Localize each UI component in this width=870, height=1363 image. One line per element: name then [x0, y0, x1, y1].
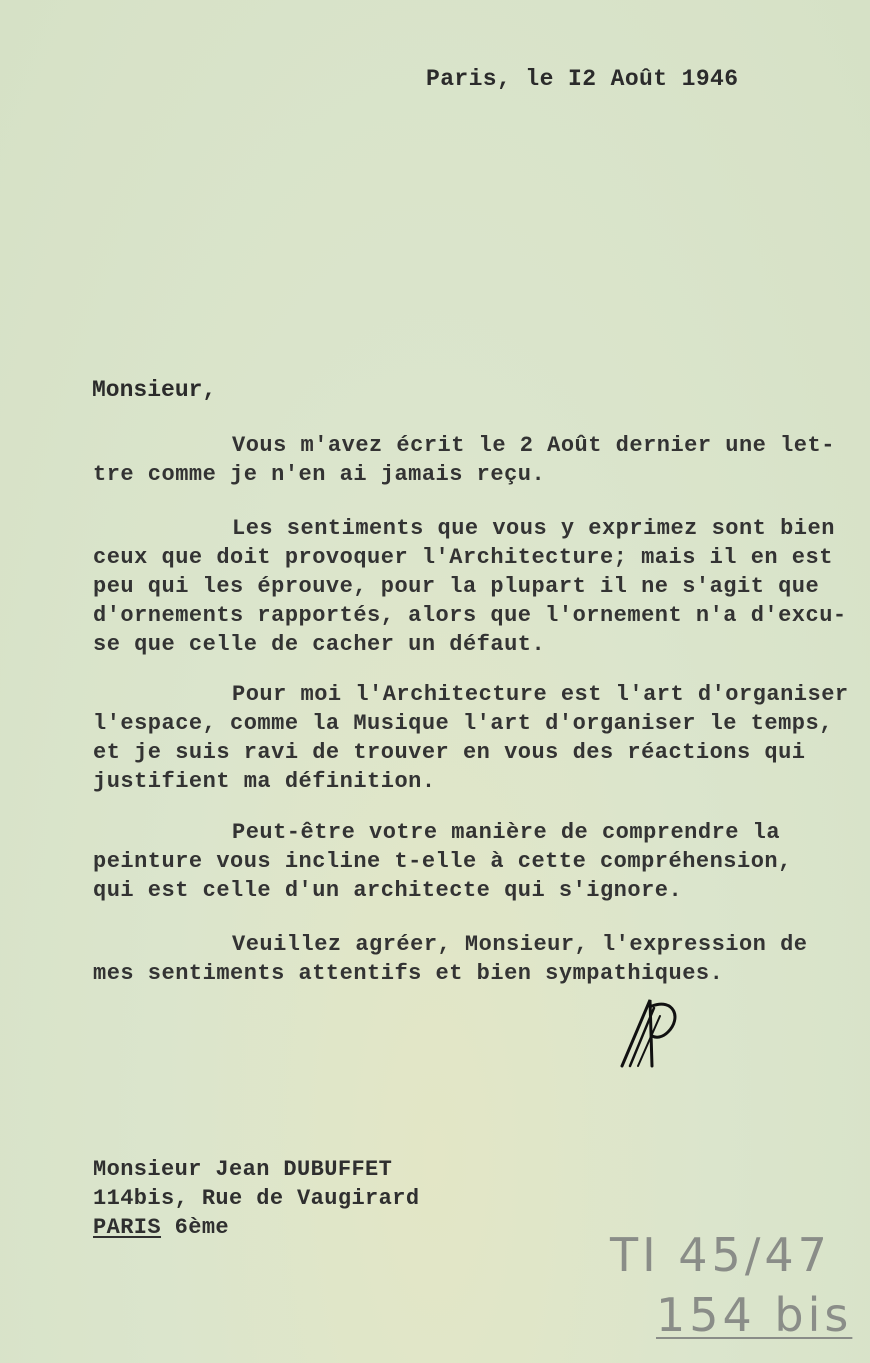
paragraph-line: qui est celle d'un architecte qui s'ignore. [93, 878, 683, 903]
paragraph-5 [93, 930, 853, 988]
paragraph-line: se que celle de cacher un défaut. [93, 632, 546, 657]
paragraph-line: tre comme je n'en ai jamais reçu. [93, 462, 546, 487]
letter-date: Paris, le I2 Août 1946 [426, 66, 739, 92]
recipient-district: 6ème [174, 1215, 230, 1240]
paragraph-line: l'espace, comme la Musique l'art d'organiser le temps, [93, 711, 833, 736]
paragraph-1 [93, 431, 853, 489]
salutation: Monsieur, [92, 377, 217, 403]
paragraph-line: Pour moi l'Architecture est l'art d'organiser [232, 682, 849, 707]
archive-ref-number: TI 45/47 [610, 1228, 831, 1282]
paragraph-line: Peut-être votre manière de comprendre la [232, 820, 781, 845]
paragraph-line: Les sentiments que vous y exprimez sont bien [232, 516, 835, 541]
signature-initials-mark [612, 996, 684, 1074]
recipient-city: PARIS [93, 1215, 162, 1240]
archive-reference [610, 1225, 852, 1345]
recipient-street: 114bis, Rue de Vaugirard [93, 1186, 420, 1211]
paragraph-line: peinture vous incline t-elle à cette compréhension, [93, 849, 792, 874]
paragraph-line: Veuillez agréer, Monsieur, l'expression de [232, 932, 808, 957]
paragraph-line: ceux que doit provoquer l'Architecture; mais il en est [93, 545, 833, 570]
recipient-city-line [93, 1213, 419, 1242]
paragraph-line: d'ornements rapportés, alors que l'ornement n'a d'excu- [93, 603, 847, 628]
paragraph-line: mes sentiments attentifs et bien sympathiques. [93, 961, 724, 986]
recipient-address [93, 1155, 419, 1242]
archive-ref-page: 154 bis [656, 1288, 853, 1342]
paragraph-line: peu qui les éprouve, pour la plupart il ne s'agit que [93, 574, 820, 599]
paragraph-line: Vous m'avez écrit le 2 Août dernier une let- [232, 433, 835, 458]
paragraph-line: et je suis ravi de trouver en vous des réactions qui [93, 740, 806, 765]
paragraph-4 [93, 818, 853, 905]
recipient-name: Monsieur Jean DUBUFFET [93, 1157, 393, 1182]
paragraph-2 [93, 514, 853, 659]
paragraph-line: justifient ma définition. [93, 769, 436, 794]
paragraph-3 [93, 680, 853, 796]
